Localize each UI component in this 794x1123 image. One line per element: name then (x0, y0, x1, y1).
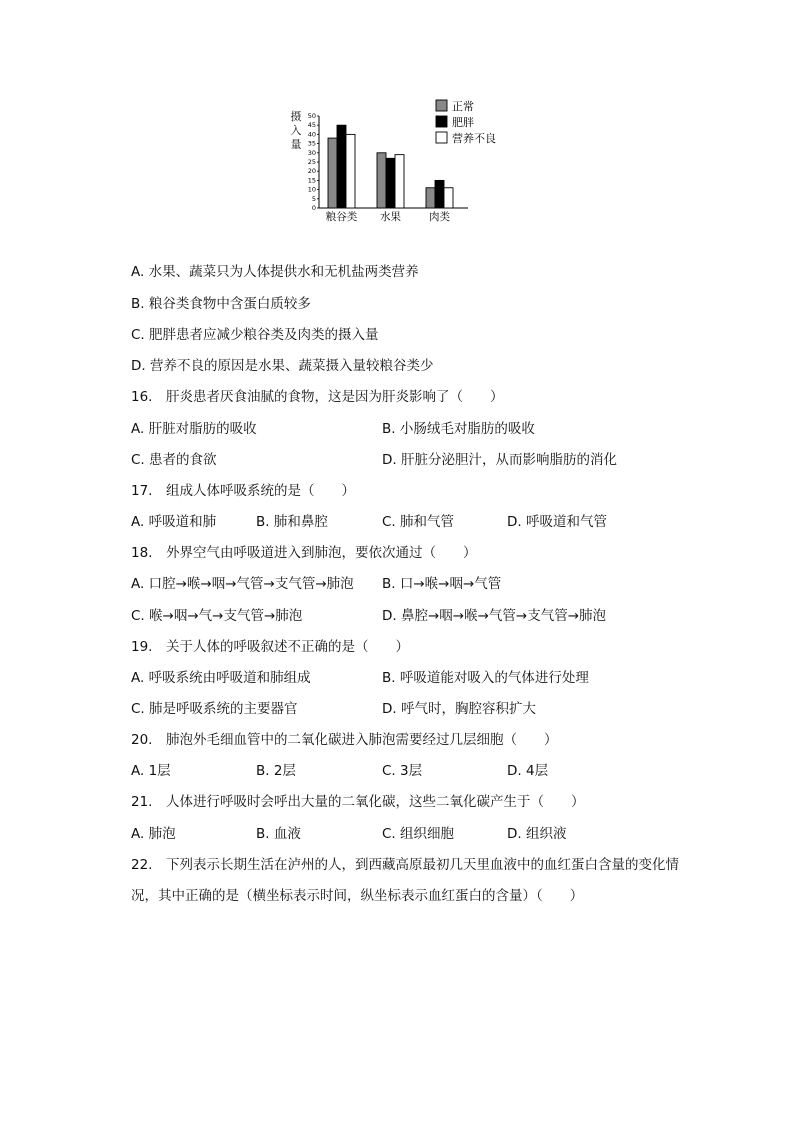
bar-正常-水果 (377, 153, 386, 208)
y-tick-label: 15 (307, 176, 316, 185)
x-tick-label: 水果 (380, 211, 401, 223)
bar-肥胖-水果 (386, 158, 395, 208)
y-tick-label: 0 (311, 204, 316, 212)
bar-营养不良-水果 (395, 155, 404, 208)
q18-option-b[interactable]: B. 口→喉→咽→气管 (382, 576, 502, 592)
legend-label: 营养不良 (452, 132, 496, 145)
q16-option-a[interactable]: A. 肝脏对脂肪的吸收 (131, 421, 257, 437)
y-tick-label: 20 (307, 167, 316, 176)
q16-option-c[interactable]: C. 患者的食欲 (131, 452, 217, 468)
bar-营养不良-肉类 (444, 188, 453, 208)
q15-option-c[interactable]: C. 肥胖患者应减少粮谷类及肉类的摄入量 (131, 327, 379, 343)
y-tick-label: 50 (307, 112, 316, 120)
q19-option-d[interactable]: D. 呼气时，胸腔容积扩大 (382, 701, 536, 717)
legend-swatch (436, 116, 447, 127)
q19-option-a[interactable]: A. 呼吸系统由呼吸道和肺组成 (131, 670, 311, 686)
x-tick-label: 粮谷类 (325, 211, 358, 223)
q19-option-b[interactable]: B. 呼吸道能对吸入的气体进行处理 (382, 670, 589, 686)
bar-正常-肉类 (426, 188, 435, 208)
bar-chart-svg (280, 92, 520, 232)
q20-option-c[interactable]: C. 3层 (382, 763, 423, 779)
legend-label: 肥胖 (452, 116, 474, 129)
q15-option-a[interactable]: A. 水果、蔬菜只为人体提供水和无机盐两类营养 (131, 264, 419, 280)
x-tick-label: 肉类 (429, 211, 450, 223)
q17-option-d[interactable]: D. 呼吸道和气管 (507, 514, 607, 530)
q15-option-d[interactable]: D. 营养不良的原因是水果、蔬菜摄入量较粮谷类少 (131, 358, 434, 374)
q20-option-b[interactable]: B. 2层 (256, 763, 296, 779)
q19-stem: 19. 关于人体的呼吸叙述不正确的是（ ） (131, 639, 409, 655)
q17-option-c[interactable]: C. 肺和气管 (382, 514, 455, 530)
chart-ylabel-char: 量 (290, 138, 302, 151)
bar-营养不良-粮谷类 (346, 134, 355, 208)
legend-swatch (436, 100, 447, 111)
bar-正常-粮谷类 (328, 138, 337, 208)
y-tick-label: 10 (307, 185, 316, 194)
q20-stem: 20. 肺泡外毛细血管中的二氧化碳进入肺泡需要经过几层细胞（ ） (131, 732, 558, 748)
y-tick-label: 40 (307, 130, 316, 139)
q21-stem: 21. 人体进行呼吸时会呼出大量的二氧化碳，这些二氧化碳产生于（ ） (131, 794, 585, 810)
q16-stem: 16. 肝炎患者厌食油腻的食物，这是因为肝炎影响了（ ） (131, 389, 504, 405)
q18-option-c[interactable]: C. 喉→咽→气→支气管→肺泡 (131, 608, 303, 624)
q15-option-b[interactable]: B. 粮谷类食物中含蛋白质较多 (131, 296, 311, 312)
y-tick-label: 35 (307, 139, 316, 148)
q18-stem: 18. 外界空气由呼吸道进入到肺泡，要依次通过（ ） (131, 545, 477, 561)
q21-option-d[interactable]: D. 组织液 (507, 826, 567, 842)
legend-swatch (436, 132, 447, 143)
y-tick-label: 30 (307, 148, 316, 157)
q17-option-a[interactable]: A. 呼吸道和肺 (131, 514, 217, 530)
q16-option-d[interactable]: D. 肝脏分泌胆汁，从而影响脂肪的消化 (382, 452, 617, 468)
q21-option-a[interactable]: A. 肺泡 (131, 826, 176, 842)
bar-肥胖-肉类 (435, 180, 444, 208)
y-tick-label: 5 (311, 194, 316, 203)
q22-stem-line1: 22. 下列表示长期生活在泸州的人，到西藏高原最初几天里血液中的血红蛋白含量的变化情 (131, 857, 679, 873)
chart-ylabel-char: 入 (290, 124, 302, 137)
y-tick-label: 25 (307, 158, 316, 166)
q21-option-c[interactable]: C. 组织细胞 (382, 826, 455, 842)
q19-option-c[interactable]: C. 肺是呼吸系统的主要器官 (131, 701, 298, 717)
q16-option-b[interactable]: B. 小肠绒毛对脂肪的吸收 (382, 421, 535, 437)
q18-option-d[interactable]: D. 鼻腔→咽→喉→气管→支气管→肺泡 (382, 608, 607, 624)
chart-ylabel (289, 110, 303, 152)
q20-option-d[interactable]: D. 4层 (507, 763, 549, 779)
q18-option-a[interactable]: A. 口腔→喉→咽→气管→支气管→肺泡 (131, 576, 354, 592)
bar-chart (280, 92, 520, 232)
q20-option-a[interactable]: A. 1层 (131, 763, 171, 779)
q17-option-b[interactable]: B. 肺和鼻腔 (256, 514, 328, 530)
bar-肥胖-粮谷类 (337, 125, 346, 208)
q22-stem-line2: 况，其中正确的是（横坐标表示时间，纵坐标表示血红蛋白的含量）（ ） (131, 888, 584, 904)
q21-option-b[interactable]: B. 血液 (256, 826, 301, 842)
y-tick-label: 45 (307, 121, 316, 130)
q17-stem: 17. 组成人体呼吸系统的是（ ） (131, 483, 355, 499)
legend-label: 正常 (452, 100, 474, 113)
chart-ylabel-char: 摄 (290, 110, 302, 123)
